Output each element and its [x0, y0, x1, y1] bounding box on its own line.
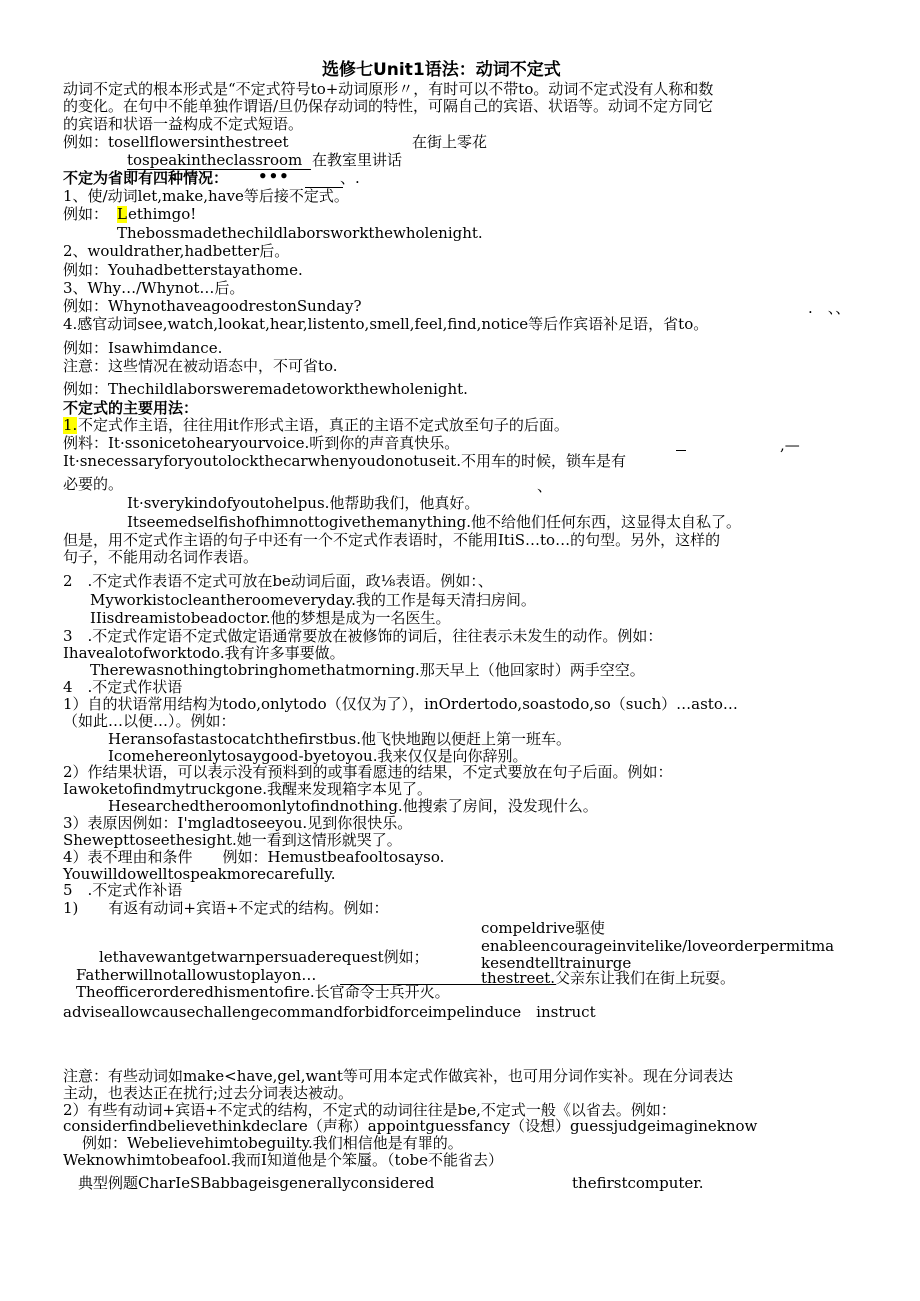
text-line: Theofficerorderedhismentofire.长官命令士兵开火。	[76, 983, 450, 1001]
text-line: 例如：	[63, 205, 109, 223]
text-line: 3、Why…/Whynot…后。	[63, 279, 245, 297]
text-line: 例如：Youhadbetterstayathome.	[63, 261, 303, 279]
text-line: lethavewantgetwarnpersuaderequest例如；	[99, 948, 429, 966]
text-line: 5 .不定式作补语	[63, 881, 183, 899]
text-line: Youwilldowelltospeakmorecarefully.	[63, 865, 336, 883]
section-heading: 不定为省即有四种情况：	[63, 169, 229, 187]
text-line: •••	[258, 167, 290, 185]
text-line: 1）自的状语常用结构为todo,onlytodo（仅仅为了），inOrdertodo,soastodo,so（such）…asto…	[63, 695, 738, 713]
section-heading: 不定式的主要用法：	[63, 399, 199, 417]
text-line: 在教室里讲话	[312, 151, 403, 169]
text-line: 例如：Webelievehimtobeguilty.我们相信他是有罪的。	[82, 1134, 463, 1152]
text-line: 例如：tosellflowersinthestreet	[63, 133, 289, 151]
text-line: compeldrive驱使	[481, 919, 605, 937]
text-line: Iawoketofindmytruckgone.我醒来发现箱字本见了。	[63, 780, 433, 798]
text-line: . 、、	[808, 299, 851, 317]
text-line: 例如：WhynothaveagoodrestonSunday?	[63, 297, 362, 315]
text-line: Therewasnothingtobringhomethatmorning.那天早上（他回家时）两手空空。	[90, 661, 645, 679]
text-line: 不定式作主语，往往用it作形式主语，真正的主语不定式放至句子的后面。	[78, 416, 569, 434]
text-line: It·snecessaryforyoutolockthecarwhenyoudonotuseit.不用车的时候，锁车是有	[63, 452, 626, 470]
text-line: 主动，也表达正在扰行;过去分词表达被动。	[63, 1084, 354, 1102]
page-title: 选修七Unit1语法：动词不定式	[322, 60, 561, 80]
text-line: 在街上零花	[412, 133, 488, 151]
text-line: It·sverykindofyoutohelpus.他帮助我们，他真好。	[127, 494, 480, 512]
text-line: 的宾语和状语一益构成不定式短语。	[63, 115, 304, 133]
text-line: 但是，用不定式作主语的句子中还有一个不定式作表语时，不能用ItiS…to…的句型。另外，这样的	[63, 531, 721, 549]
text-line: kesendtelltrainurge	[481, 954, 632, 972]
text-line: （如此…以便…）。例如：	[63, 712, 236, 730]
text-line: 3 .不定式作定语不定式做定语通常要放在被修饰的词后，往往表示未发生的动作。例如：	[63, 627, 663, 645]
text-line: 句子，不能用动名词作表语。	[63, 548, 259, 566]
text-line: Myworkistocleantheroomeveryday.我的工作是每天清扫房间。	[90, 591, 536, 609]
text-line: Heransofastastocatchthefirstbus.他飞快地跑以便赶上第一班车。	[108, 730, 572, 748]
text-line: IIisdreamistobeadoctor.他的梦想是成为一名医生。	[90, 609, 451, 627]
text-line: 动词不定式的根本形式是“不定式符号to+动词原形〃，有时可以不带to。动词不定式没有人称和数	[63, 80, 714, 98]
text-line: 2）有些有动词+宾语+不定式的结构，不定式的动词往往是be,不定式一般《以省去。例如：	[63, 1101, 676, 1119]
text-line: 1) 有返有动词+宾语+不定式的结构。例如：	[63, 899, 389, 917]
text-line: 必要的。	[63, 475, 124, 493]
text-line: 、	[537, 477, 553, 495]
text-line: 例料：It·ssonicetohearyourvoice.听到你的声音真快乐。	[63, 434, 460, 452]
text-line: 典型例题CharIeSBabbageisgenerallyconsidered	[78, 1174, 435, 1192]
text-line: Shewepttoseethesight.她一看到这情形就哭了。	[63, 831, 402, 849]
underline	[676, 450, 686, 451]
text-line: 的变化。在句中不能单独作谓语/旦仍保存动词的特性，可隔自己的宾语、状语等。动词不定方同它	[63, 97, 714, 115]
text-line: 3）表原因例如：I'mgladtoseeyou.见到你很快乐。	[63, 814, 413, 832]
text-line: Hesearchedtheroomonlytofindnothing.他搜索了房间，没发现什么。	[108, 797, 598, 815]
highlighted-text: L	[117, 205, 127, 223]
text-line: enableencourageinvitelike/loveorderpermitma	[481, 937, 835, 955]
text-line: tospeakintheclassroom	[127, 151, 303, 169]
text-line: 2）作结果状语，可以表示没有预料到的或事看愿违的结果，不定式要放在句子后面。例如：	[63, 763, 673, 781]
text-line: thestreet.父亲东让我们在街上玩耍。	[481, 969, 736, 987]
text-line: Weknowhimtobeafool.我而I知道他是个笨蜃。（tobe不能省去）	[63, 1151, 503, 1169]
text-line: Ihavealotofworktodo.我有许多事要做。	[63, 644, 345, 662]
text-line: Fatherwillnotallowustoplayon…	[76, 966, 317, 984]
text-line: ,—	[780, 436, 800, 454]
highlighted-text: 1.	[63, 416, 78, 434]
text-line: 注意：这些情况在被动语态中，不可省to.	[63, 357, 338, 375]
text-line: considerfindbelievethinkdeclare（声称）appointguessfancy（设想）guessjudgeimagineknow	[63, 1117, 758, 1135]
text-line: Icomehereonlytosaygood-byetoyou.我来仅仅是向你辞别。	[108, 747, 528, 765]
text-line: 4 .不定式作状语	[63, 678, 183, 696]
text-line: 4）表不理由和条件 例如：Hemustbeafooltosayso.	[63, 848, 445, 866]
text-line: 、.	[340, 169, 360, 187]
text-line: ethimgo!	[128, 205, 197, 223]
text-line: 例如：Thechildlaborsweremadetoworkthewholenight.	[63, 380, 468, 398]
text-line: 注意：有些动词如make<have,gel,want等可用本定式作做宾补，也可用分词作实补。现在分词表达	[63, 1067, 733, 1085]
text-line: adviseallowcausechallengecommandforbidforceimpelinduce instruct	[63, 1003, 596, 1021]
text-line: 1、使/动词let,make,have等后接不定式。	[63, 187, 349, 205]
text-line: Thebossmadethechildlaborsworkthewholenight.	[117, 224, 483, 242]
text-line: 例如：Isawhimdance.	[63, 339, 223, 357]
text-line: Itseemedselfishofhimnottogivethemanything.他不给他们任何东西，这显得太自私了。	[127, 513, 742, 531]
text-line: 2、wouldrather,hadbetter后。	[63, 242, 290, 260]
text-line: 4.感官动词see,watch,lookat,hear,listento,smell,feel,find,notice等后作宾语补足语，省to。	[63, 315, 709, 333]
text-line: 2 .不定式作表语不定式可放在be动词后面，政⅛表语。例如：、	[63, 572, 493, 590]
text-line: thefirstcomputer.	[572, 1174, 704, 1192]
